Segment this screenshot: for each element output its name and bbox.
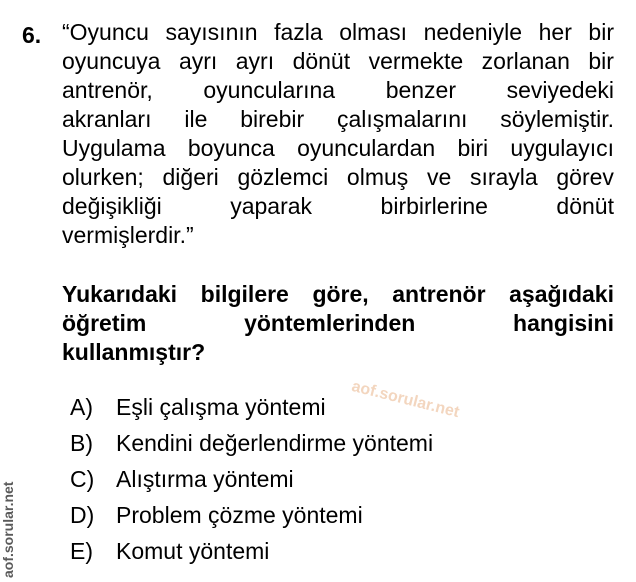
question-stem [62, 280, 614, 367]
option-text: Kendini değerlendirme yöntemi [116, 430, 434, 456]
word: seviyedeki [506, 77, 614, 103]
word: olması [339, 19, 408, 45]
question-number: 6. [22, 22, 42, 48]
word: zorlanan [481, 48, 570, 74]
word: hangisini [513, 310, 614, 336]
word: yöntemlerinden [244, 310, 416, 336]
option-letter: C) [70, 466, 95, 492]
answer-options [70, 389, 433, 569]
option-text: Eşli çalışma yöntemi [116, 394, 326, 420]
word: dönüt [556, 193, 614, 219]
word: ayrı [235, 48, 275, 74]
word: olurken; [62, 164, 144, 190]
word: fazla [274, 19, 323, 45]
word: Yukarıdaki [62, 281, 178, 307]
option-text: Alıştırma yöntemi [116, 466, 294, 492]
word: bilgilere [200, 281, 289, 307]
word: oyuncularına [203, 77, 336, 103]
word: “Oyuncu [62, 19, 149, 45]
word: ile [184, 106, 208, 132]
option-c[interactable] [70, 461, 433, 497]
option-letter: A) [70, 394, 93, 420]
word: göre, [312, 281, 369, 307]
word: oyunculardan [297, 135, 436, 161]
word: olmuş [346, 164, 409, 190]
stem-line [62, 280, 614, 309]
word: benzer [385, 77, 457, 103]
passage-line [62, 192, 614, 221]
word: uygulayıcı [510, 135, 614, 161]
word: söylemiştir. [500, 106, 614, 132]
question-passage [62, 18, 614, 250]
word: oyuncuya [62, 48, 161, 74]
word: dönüt [292, 48, 351, 74]
word: birebir [240, 106, 305, 132]
option-letter: E) [70, 538, 93, 564]
passage-line [62, 76, 614, 105]
stem-line: kullanmıştır? [62, 339, 206, 365]
option-letter: B) [70, 430, 93, 456]
word: vermekte [368, 48, 464, 74]
word: öğretim [62, 310, 147, 336]
word: gözlemci [237, 164, 329, 190]
word: bir [588, 48, 614, 74]
option-e[interactable] [70, 533, 433, 569]
word: sayısının [165, 19, 258, 45]
passage-line [62, 163, 614, 192]
option-text: Problem çözme yöntemi [116, 502, 363, 528]
word: sırayla [469, 164, 538, 190]
word: nedeniyle [423, 19, 523, 45]
word: değişikliği [62, 193, 162, 219]
option-d[interactable] [70, 497, 433, 533]
word: ve [426, 164, 452, 190]
word: diğeri [162, 164, 219, 190]
word: akranları [62, 106, 152, 132]
word: aşağıdaki [509, 281, 614, 307]
word: biri [457, 135, 489, 161]
word: Uygulama [62, 135, 166, 161]
word: ayrı [178, 48, 218, 74]
option-text: Komut yöntemi [116, 538, 270, 564]
word: çalışmalarını [337, 106, 468, 132]
passage-line [62, 105, 614, 134]
passage-line: vermişlerdir.” [62, 222, 194, 248]
watermark-side: aof.sorular.net [0, 481, 16, 578]
watermark-center: aof.sorular.net [349, 378, 461, 422]
word: boyunca [187, 135, 275, 161]
passage-line [62, 134, 614, 163]
passage-line [62, 18, 614, 47]
word: antrenör, [62, 77, 153, 103]
passage-line [62, 47, 614, 76]
word: antrenör [392, 281, 486, 307]
word: yaparak [230, 193, 313, 219]
option-b[interactable] [70, 425, 433, 461]
word: birbirlerine [380, 193, 488, 219]
word: görev [556, 164, 614, 190]
word: bir [588, 19, 614, 45]
word: her [538, 19, 572, 45]
option-letter: D) [70, 502, 95, 528]
stem-line [62, 309, 614, 338]
